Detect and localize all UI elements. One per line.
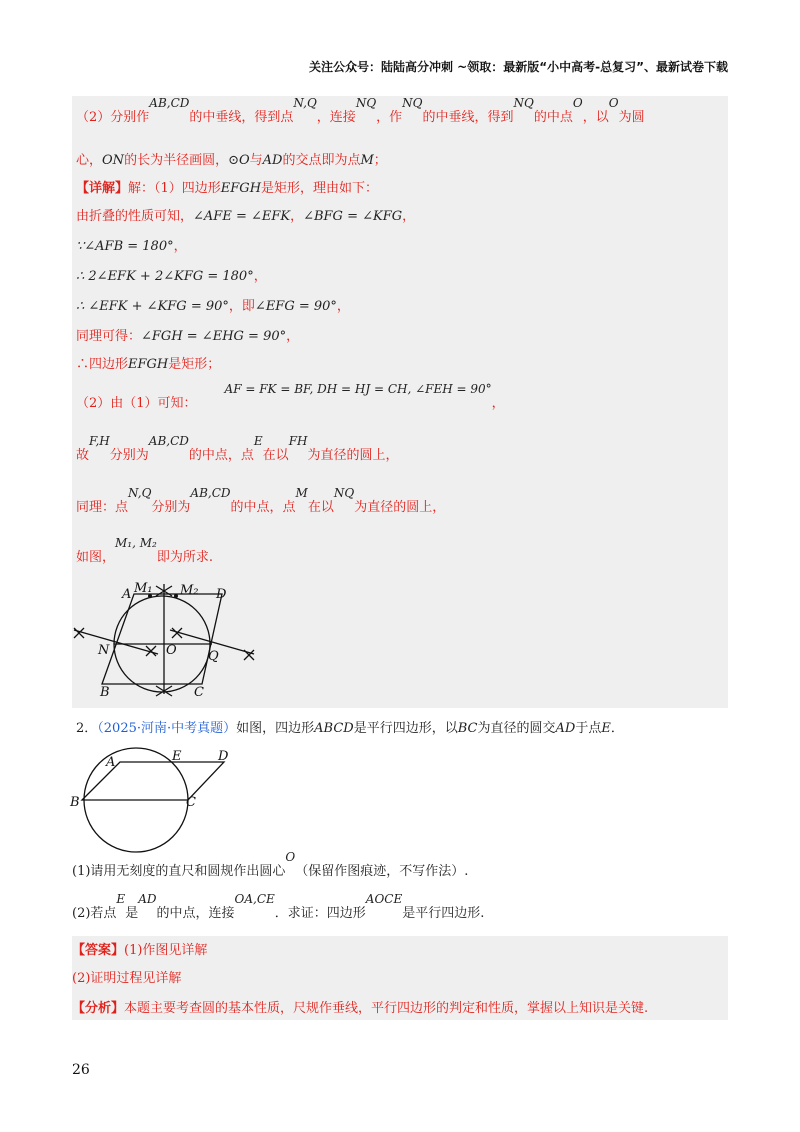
- analysis-line: 【分析】本题主要考查圆的基本性质，尺规作垂线，平行四边形的判定和性质，掌握以上知识是关键.: [72, 1001, 649, 1016]
- midpoint-line-2: 同理：点N,Q分别为AB,CD的中点，点M在以NQ为直径的圆上，: [76, 486, 446, 515]
- question-2: (2)若点E是AD的中点，连接OA,CE．求证：四边形AOCE是平行四边形.: [72, 892, 485, 921]
- because-line: ∵∠AFB = 180°，: [76, 239, 187, 254]
- label-a: A: [122, 587, 132, 602]
- parallelogram-abcd-2: [82, 762, 224, 800]
- bisector-line-left: [74, 630, 158, 654]
- label-e-2: E: [172, 749, 182, 764]
- solution-line-1: （2）分别作AB,CD的中垂线，得到点N,Q，连接NQ，作NQ的中垂线，得到NQ的中点O，以O为圆: [76, 96, 645, 125]
- label-d: D: [216, 587, 227, 602]
- solution-line-2: 心，ON的长为半径画圆，⊙O与AD的交点即为点M；: [76, 153, 387, 168]
- construction-figure: [72, 580, 272, 702]
- same-reason-line: 同理可得：∠FGH = ∠EHG = 90°，: [76, 329, 300, 344]
- detail-heading: 【详解】解：（1）四边形EFGH是矩形，理由如下：: [76, 181, 379, 196]
- problem-2-statement: 2．（2025·河南·中考真题）如图，四边形ABCD是平行四边形，以BC为直径的圆交AD于点E．: [76, 721, 624, 736]
- label-m2: M₂: [180, 583, 199, 598]
- label-m1: M₁: [134, 581, 153, 596]
- therefore-line-1: ∴ 2∠EFK + 2∠KFG = 180°，: [76, 269, 267, 284]
- label-n: N: [98, 643, 110, 658]
- point-m2: [174, 594, 178, 598]
- parallelogram-abcd: [102, 594, 222, 684]
- question-1: (1)请用无刻度的直尺和圆规作出圆心O（保留作图痕迹，不写作法）.: [72, 850, 469, 879]
- answer-line-2: (2)证明过程见详解: [72, 971, 182, 986]
- label-b: B: [100, 685, 110, 700]
- label-c: C: [194, 685, 204, 700]
- page-number: 26: [72, 1062, 90, 1078]
- label-d-2: D: [218, 749, 229, 764]
- part2-line: （2）由（1）可知：AF = FK = BF, DH = HJ = CH, ∠FEH = 90°，: [76, 382, 505, 411]
- label-o: O: [166, 643, 177, 658]
- label-b-2: B: [70, 795, 80, 810]
- label-a-2: A: [106, 755, 116, 770]
- arc-mark-right: [244, 650, 254, 660]
- fold-property-line: 由折叠的性质可知，∠AFE = ∠EFK，∠BFG = ∠KFG，: [76, 209, 416, 224]
- answer-line-1: 【答案】(1)作图见详解: [72, 943, 208, 958]
- label-q: Q: [208, 649, 219, 664]
- midpoint-line-1: 故F,H分别为AB,CD的中点，点E在以FH为直径的圆上，: [76, 434, 399, 463]
- page-header: 关注公众号：陆陆高分冲刺 ~领取：最新版“小中高考-总复习”、最新试卷下载: [309, 60, 728, 74]
- conclusion-line: ∴四边形EFGH是矩形；: [76, 357, 221, 372]
- therefore-line-2: ∴ ∠EFK + ∠KFG = 90°，即∠EFG = 90°，: [76, 299, 350, 314]
- figure-ref-line: 如图，M₁, M₂即为所求.: [76, 536, 213, 565]
- problem-2-figure: [68, 744, 244, 854]
- label-c-2: C: [186, 795, 196, 810]
